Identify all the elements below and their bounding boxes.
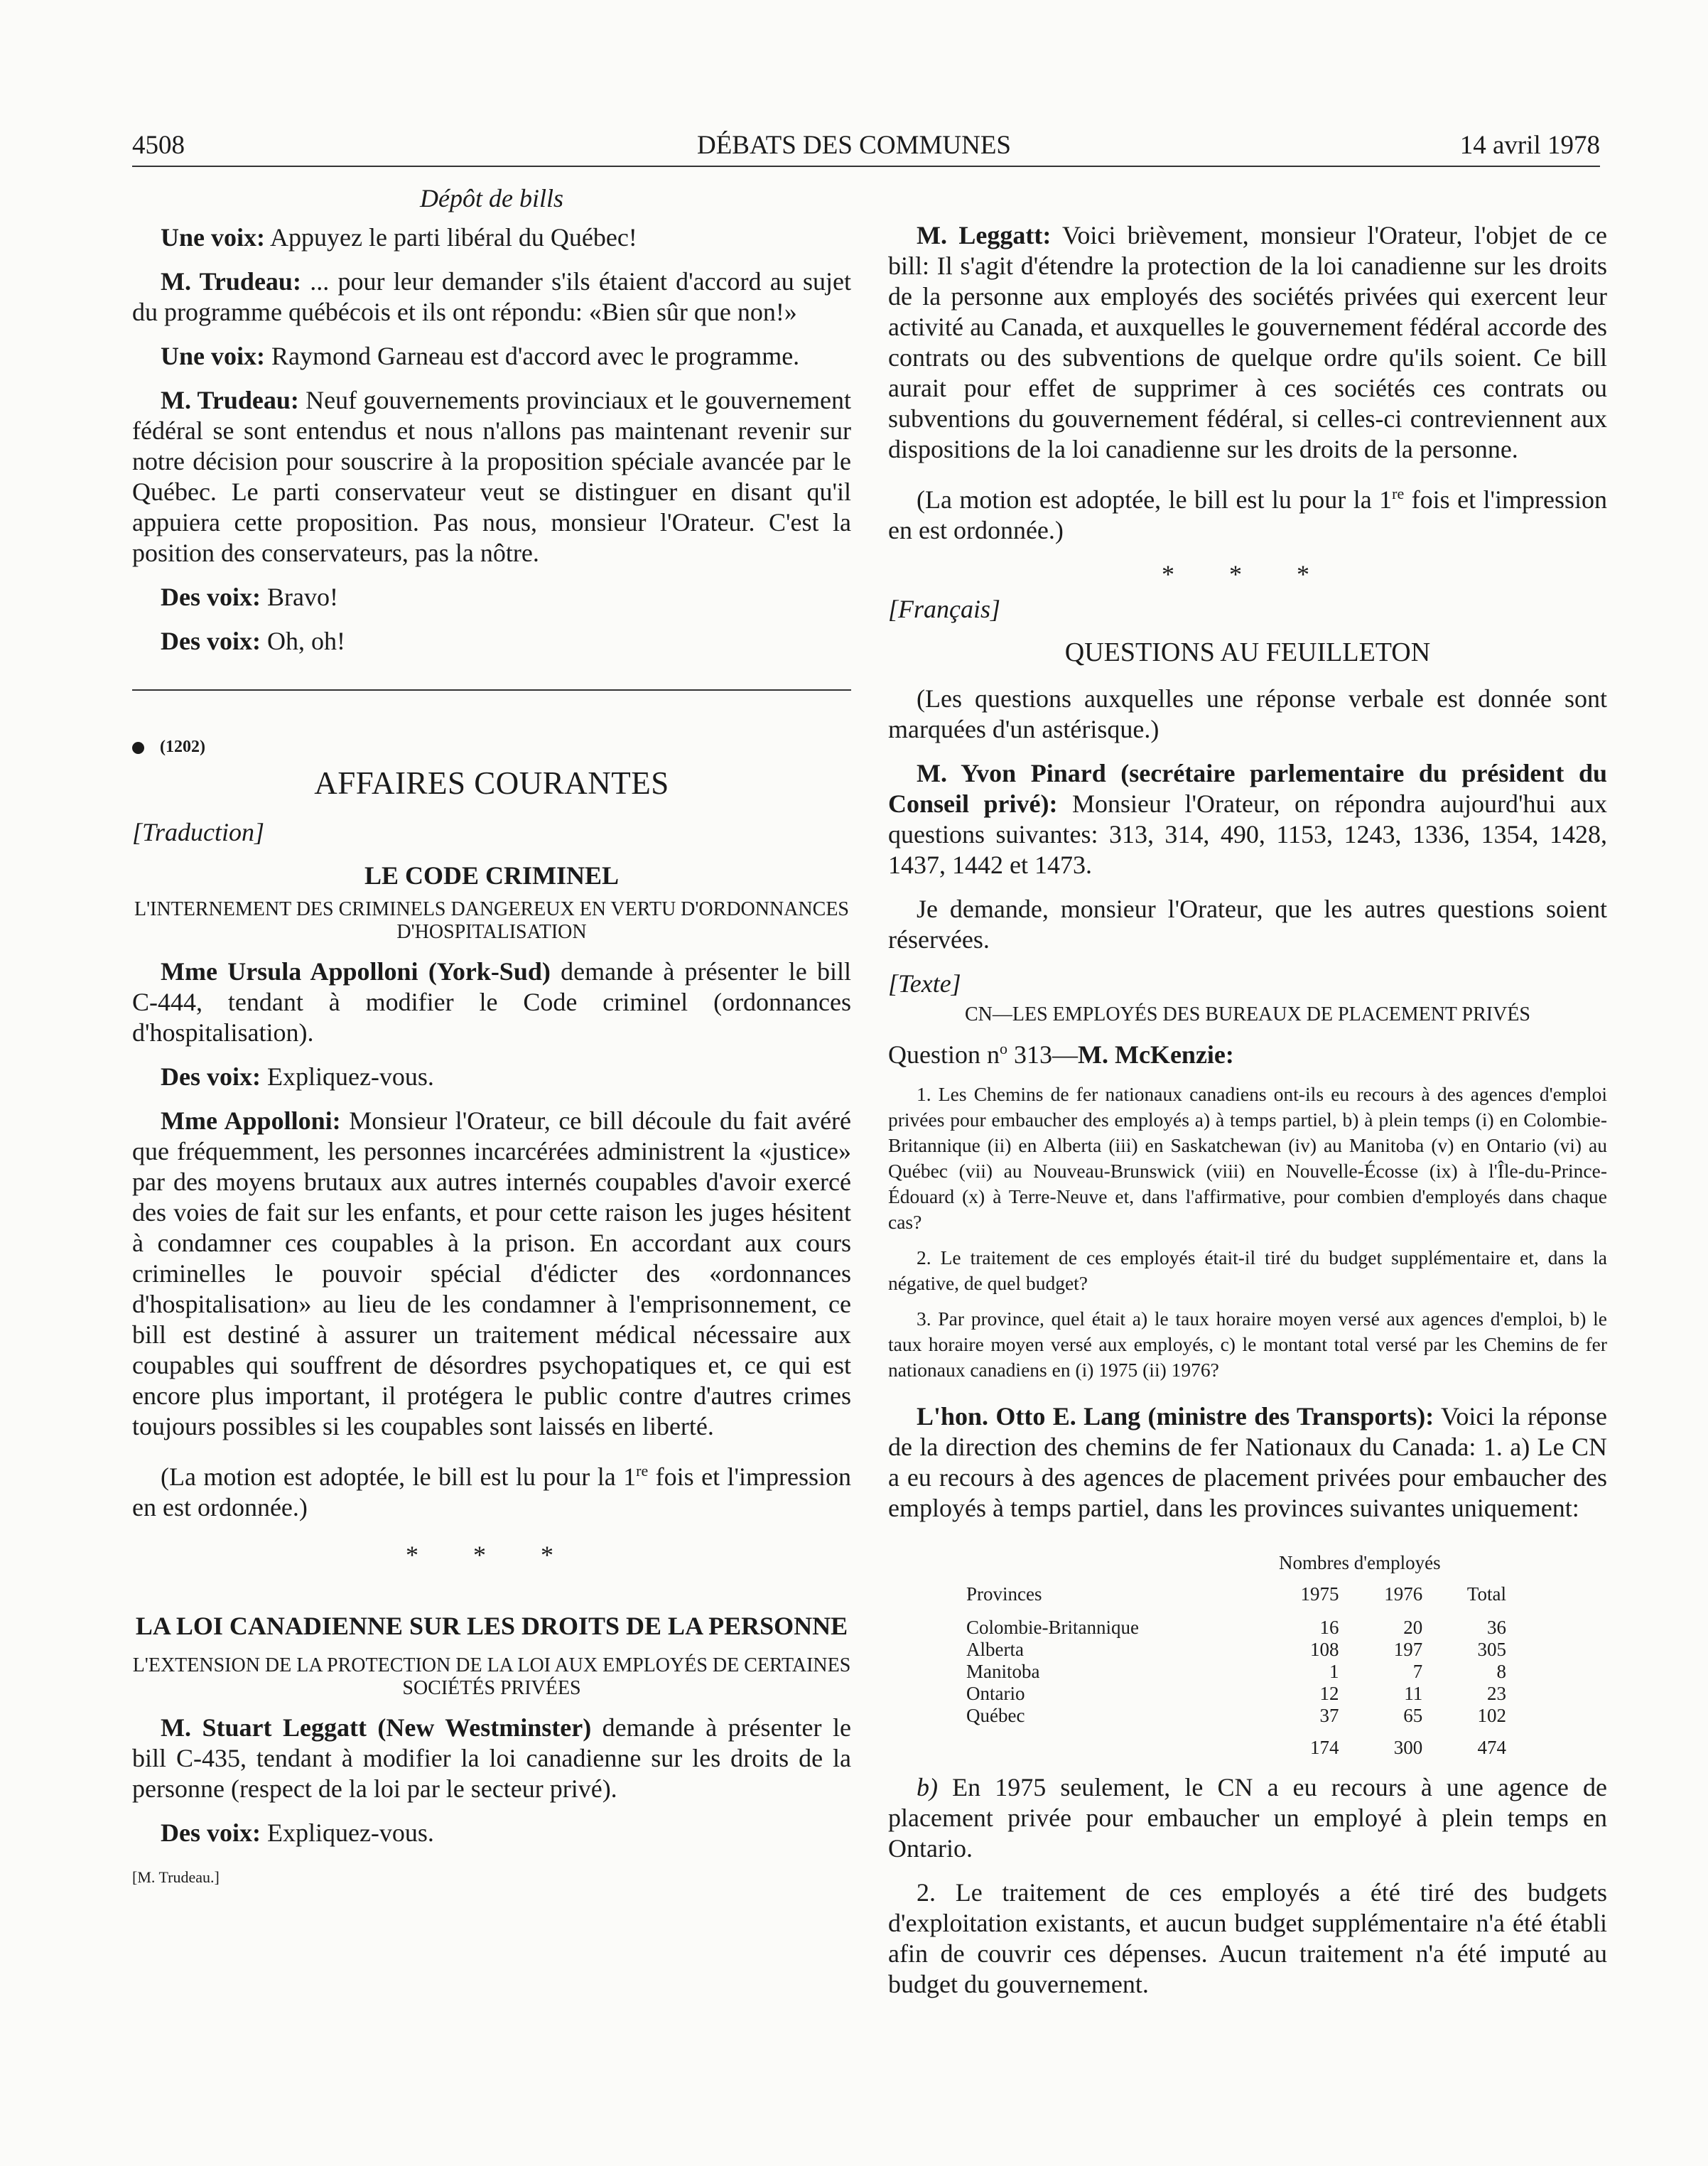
table-cell-value: 23 <box>1487 1683 1506 1704</box>
table-row <box>966 1705 1506 1727</box>
table-cell-value: 12 <box>1319 1683 1339 1704</box>
timestamp: (1202) <box>132 732 851 763</box>
paragraph: Une voix: Raymond Garneau est d'accord avec le programme. <box>161 342 800 370</box>
table-cell-value: 305 <box>1477 1639 1506 1660</box>
speaker: M. Leggatt: <box>917 221 1052 249</box>
table-cell-label: Provinces <box>966 1583 1042 1605</box>
language-tag: [Texte] <box>888 969 961 998</box>
question-item: 2. Le traitement de ces employés était-il tiré du budget supplémentaire et, dans la négative, de quel budget? <box>888 1246 1607 1294</box>
left-column <box>132 183 851 1892</box>
table-spacer <box>966 1727 1506 1737</box>
paragraph: Une voix: Appuyez le parti libéral du Québec! <box>161 223 637 252</box>
speaker: M. Trudeau: <box>161 267 301 296</box>
question-item: 3. Par province, quel était a) le taux horaire moyen versé aux agences d'emploi, b) le taux horaire moyen versé aux employés, c) le montant total versé par les Chemins de fer nationaux canadiens en (i) 1975 (ii) 1976? <box>888 1308 1607 1381</box>
table-cell-value: Total <box>1466 1583 1506 1605</box>
table-row <box>966 1639 1506 1661</box>
page-number: 4508 <box>132 131 185 160</box>
table-cell-value: 8 <box>1496 1661 1506 1682</box>
paragraph: M. Leggatt: Voici brièvement, monsieur l'Orateur, l'objet de ce bill: Il s'agit d'étendre la protection de la loi canadienne sur les droits de la personne aux employés des sociétés privées qui exercent leur activité au Canada, et auxquelles le gouvernement fédéral accorde des contrats ou des subventions de quelque ordre qu'ils soient. Ce bill aurait pour effet de supprimer à ces sociétés ces contrats ou subventions du gouvernement fédéral, si celles-ci contreviennent aux dispositions de la loi canadienne sur les droits de la personne. <box>888 221 1607 463</box>
speaker: Une voix: <box>161 342 265 370</box>
paragraph: (Les questions auxquelles une réponse verbale est donnée sont marquées d'un astérisque.) <box>888 684 1607 743</box>
paragraph: b) En 1975 seulement, le CN a eu recours à une agence de placement privée pour embaucher un employé à plein temps en Ontario. <box>888 1773 1607 1863</box>
table-cell-value: 65 <box>1403 1705 1423 1726</box>
speaker: Des voix: <box>161 1819 261 1847</box>
paragraph: Mme Ursula Appolloni (York-Sud) demande à présenter le bill C-444, tendant à modifier le Code criminel (ordonnances d'hospitalisation). <box>132 957 851 1047</box>
right-column-bottom <box>888 1772 1607 2013</box>
table-cell-label: Alberta <box>966 1639 1024 1660</box>
speaker: Des voix: <box>161 583 261 611</box>
section-title: AFFAIRES COURANTES <box>314 765 669 801</box>
table-cell-value: 7 <box>1412 1661 1423 1682</box>
paragraph: 2. Le traitement de ces employés a été tiré des budgets d'exploitation existants, et aucun budget supplémentaire n'a été établi afin de couvrir ces dépenses. Aucun traitement n'a été imputé au budget du gouvernement. <box>888 1878 1607 1998</box>
table-row <box>966 1683 1506 1705</box>
table-cell-value: 1 <box>1329 1661 1339 1682</box>
table-cell-value: 16 <box>1319 1617 1339 1638</box>
footer-note: [M. Trudeau.] <box>132 1868 220 1886</box>
section-heading: Dépôt de bills <box>420 184 563 212</box>
table-caption: Nombres d'employés <box>1279 1552 1441 1573</box>
right-column <box>888 220 1607 1537</box>
separator-stars: * * * <box>406 1541 578 1569</box>
table-cell-label: Manitoba <box>966 1661 1040 1682</box>
table-header-row <box>966 1583 1506 1617</box>
table-cell-value: 102 <box>1477 1705 1506 1726</box>
paragraph: L'hon. Otto E. Lang (ministre des Transports): Voici la réponse de la direction des chemins de fer Nationaux du Canada: 1. a) Le CN a eu recours à des agences de placement privées pour embaucher des employés à temps partiel, dans les provinces suivantes uniquement: <box>888 1402 1608 1522</box>
table-cell-label: Québec <box>966 1705 1025 1726</box>
speaker: Mme Ursula Appolloni (York-Sud) <box>161 957 551 986</box>
speaker: M. Yvon Pinard (secrétaire parlementaire du président du Conseil privé): <box>888 759 1607 818</box>
language-tag: [Traduction] <box>132 818 265 846</box>
table-cell-value: 474 <box>1477 1737 1506 1758</box>
table-cell-value: 11 <box>1404 1683 1423 1704</box>
bill-title: LE CODE CRIMINEL <box>364 861 620 890</box>
table-row <box>966 1661 1506 1683</box>
speaker: Mme Appolloni: <box>161 1106 341 1135</box>
paragraph: Des voix: Bravo! <box>161 583 338 611</box>
table-cell-value: 300 <box>1393 1737 1423 1758</box>
section-divider <box>132 689 851 691</box>
speaker: Une voix: <box>161 223 265 252</box>
speaker: M. Stuart Leggatt (New Westminster) <box>161 1713 592 1742</box>
table-cell-value: 36 <box>1487 1617 1506 1638</box>
table-cell-value: 1976 <box>1384 1583 1423 1605</box>
paragraph: M. Stuart Leggatt (New Westminster) demande à présenter le bill C-435, tendant à modifier la loi canadienne sur les droits de la personne (respect de la loi par le secteur privé). <box>132 1713 851 1803</box>
paragraph: M. Trudeau: Neuf gouvernements provinciaux et le gouvernement fédéral se sont entendus et nous n'allons pas maintenant revenir sur notre décision pour souscrire à la proposition spéciale avancée par le Québec. Le parti conservateur veut se distinguer en disant qu'il appuiera cette proposition. Pas nous, monsieur l'Orateur. C'est la position des conservateurs, pas la nôtre. <box>132 386 851 567</box>
paragraph: Des voix: Expliquez-vous. <box>161 1062 434 1091</box>
paragraph: Mme Appolloni: Monsieur l'Orateur, ce bill découle du fait avéré que fréquemment, les personnes incarcérées administrent la «justice» par des moyens brutaux aux autres internés coupables d'avoir exercé des voies de fait sur les enfants, et pour cette raison les juges hésitent à condamner ces coupables à la prison. En accordant aux cours criminelles le pouvoir spécial d'édicter des «ordonnances d'hospitalisation» au lieu de les condamner à l'emprisonnement, ce bill est destiné à assurer un traitement médical nécessaire aux coupables qui souffrent de désordres psychopatiques et, ce qui est encore plus important, il protégera le public contre d'autres crimes toujours possibles si les coupables sont laissés en liberté. <box>132 1106 852 1440</box>
table-cell-value: 20 <box>1403 1617 1423 1638</box>
header-rule <box>132 166 1600 167</box>
table-cell-value: 174 <box>1309 1737 1339 1758</box>
table-cell-value: 108 <box>1309 1639 1339 1660</box>
table-cell-label <box>966 1737 1270 1759</box>
page-date: 14 avril 1978 <box>1459 131 1600 160</box>
language-tag: [Français] <box>888 595 1001 623</box>
bill-subtitle: L'INTERNEMENT DES CRIMINELS DANGEREUX EN VERTU D'ORDONNANCES D'HOSPITALISATION <box>134 898 850 943</box>
bullet-icon <box>132 742 144 754</box>
paragraph: (La motion est adoptée, le bill est lu pour la 1re fois et l'impression en est ordonnée.) <box>132 1462 852 1521</box>
table-cell-value: 197 <box>1393 1639 1423 1660</box>
table-total-row <box>966 1737 1506 1759</box>
paragraph: M. Trudeau: ... pour leur demander s'ils étaient d'accord au sujet du programme québécois et ils ont répondu: «Bien sûr que non!» <box>132 267 851 326</box>
bill-subtitle: L'EXTENSION DE LA PROTECTION DE LA LOI AUX EMPLOYÉS DE CERTAINES SOCIÉTÉS PRIVÉES <box>132 1654 851 1699</box>
table-cell-value: 1975 <box>1300 1583 1339 1605</box>
question-subtitle: CN—LES EMPLOYÉS DES BUREAUX DE PLACEMENT PRIVÉS <box>965 1003 1530 1025</box>
paragraph: Des voix: Expliquez-vous. <box>161 1819 434 1847</box>
employee-table <box>966 1583 1506 1759</box>
paragraph: Des voix: Oh, oh! <box>161 627 345 655</box>
table-cell-label: Colombie-Britannique <box>966 1617 1139 1638</box>
paragraph: Je demande, monsieur l'Orateur, que les autres questions soient réservées. <box>888 895 1607 954</box>
question-heading: Question $n^o$ 313—M. McKenzie: <box>888 1040 1234 1069</box>
speaker: L'hon. Otto E. Lang (ministre des Transports): <box>917 1402 1434 1430</box>
paragraph: (La motion est adoptée, le bill est lu pour la 1re fois et l'impression en est ordonnée.) <box>888 485 1608 544</box>
paragraph: M. Yvon Pinard (secrétaire parlementaire du président du Conseil privé): Monsieur l'Orateur, on répondra aujourd'hui aux questions suivantes: 313, 314, 490, 1153, 1243, 1336, 1354, 1428, 1437, 1442 et 1473. <box>888 759 1607 879</box>
question-items <box>888 1082 1607 1383</box>
speaker: Des voix: <box>161 627 261 655</box>
publication-title: DÉBATS DES COMMUNES <box>696 131 1011 160</box>
table-cell-label: Ontario <box>966 1683 1025 1704</box>
section-title: QUESTIONS AU FEUILLETON <box>1064 637 1431 667</box>
table-row <box>966 1617 1506 1639</box>
speaker: Des voix: <box>161 1062 261 1091</box>
table-cell-value: 37 <box>1319 1705 1339 1726</box>
speaker: M. Trudeau: <box>161 386 299 414</box>
bill-title: LA LOI CANADIENNE SUR LES DROITS DE LA PERSONNE <box>135 1612 848 1640</box>
question-item: 1. Les Chemins de fer nationaux canadiens ont-ils eu recours à des agences d'emploi privées pour embaucher des employés a) à temps partiel, b) à plein temps (i) en Colombie-Britannique (ii) en Alberta (iii) en Saskatchewan (iv) au Manitoba (v) en Ontario (vi) au Québec (vii) au Nouveau-Brunswick (viii) en Nouvelle-Écosse (ix) à l'Île-du-Prince-Édouard (x) à Terre-Neuve et, dans l'affirmative, pour combien d'employés dans chaque cas? <box>888 1083 1607 1233</box>
separator-stars: * * * <box>1162 560 1334 588</box>
